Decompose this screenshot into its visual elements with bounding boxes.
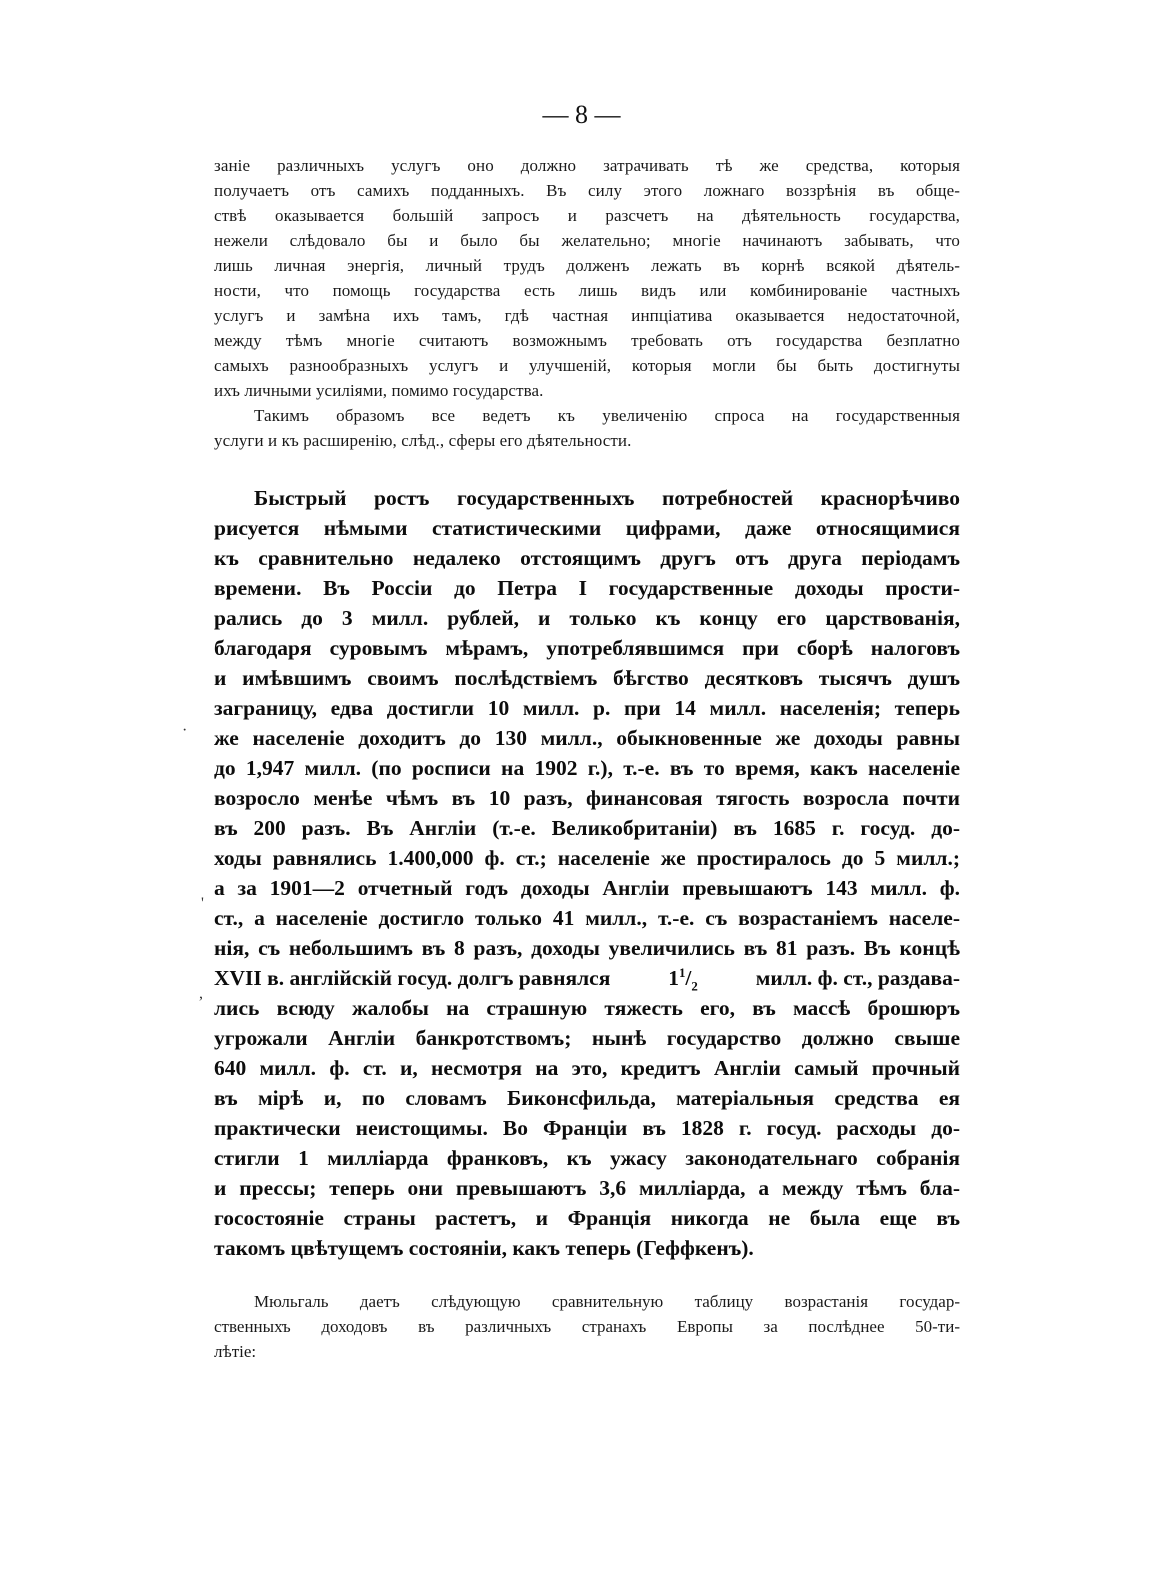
text-line: ходы равнялись 1.400,000 ф. ст.; населеніе же простиралось до 5 милл.; — [214, 846, 960, 870]
text-line: 640 милл. ф. ст. и, несмотря на это, кредитъ Англіи самый прочный — [214, 1056, 960, 1080]
text-line: къ сравнительно недалеко отстоящимъ другъ отъ друга періодамъ — [214, 546, 960, 570]
text-line: лись всюду жалобы на страшную тяжесть его, въ массѣ брошюръ — [214, 996, 960, 1020]
text-line: рисуется нѣмыми статистическими цифрами, даже относящимися — [214, 516, 960, 540]
text-line: заніе различныхъ услугъ оно должно затрачивать тѣ же средства, которыя — [214, 156, 960, 175]
text-line: Такимъ образомъ все ведетъ къ увеличенію спроса на государственныя — [254, 406, 960, 425]
text-segment: милл. ф. ст., раздава- — [755, 966, 960, 990]
scan-speck: ' — [201, 895, 204, 912]
text-line: до 1,947 милл. (по росписи на 1902 г.), т.-е. въ то время, какъ населеніе — [214, 756, 960, 780]
page-number: — 8 — — [542, 100, 621, 129]
fraction-whole: 1 — [668, 966, 679, 991]
text-line: же населеніе доходитъ до 130 милл., обыкновенные же доходы равны — [214, 726, 960, 750]
fraction-denominator: 2 — [691, 979, 698, 994]
text-line: и имѣвшимъ своимъ послѣдствіемъ бѣгство десятковъ тысячъ душъ — [214, 666, 960, 690]
text-line: лѣтіе: — [214, 1342, 257, 1361]
text-line: ихъ личными усиліями, помимо государства. — [214, 381, 544, 400]
scan-speck: · — [182, 722, 188, 739]
text-line: ности, что помощь государства есть лишь видъ или комбинированіе частныхъ — [214, 281, 960, 300]
text-line: между тѣмъ многіе считаютъ возможнымъ требовать отъ государства безплатно — [214, 331, 960, 350]
fraction: $1^1/_2$ — [668, 966, 698, 994]
text-line: стигли 1 милліарда франковъ, къ ужасу законодательнаго собранія — [214, 1146, 960, 1170]
text-line: и прессы; теперь они превышаютъ 3,6 милліарда, а между тѣмъ бла- — [214, 1176, 960, 1200]
text-line: угрожали Англіи банкротствомъ; нынѣ государство должно свыше — [214, 1026, 960, 1050]
text-line: ст., а населеніе достигло только 41 милл., т.-е. съ возрастаніемъ населе- — [214, 906, 960, 930]
text-line: ствѣ оказывается большій запросъ и разсчетъ на дѣятельность государства, — [214, 206, 960, 225]
text-line: лишь личная энергія, личный трудъ долженъ лежать въ корнѣ всякой дѣятель- — [214, 256, 960, 275]
text-line: практически неистощимы. Во Франціи въ 1828 г. госуд. расходы до- — [214, 1116, 960, 1140]
text-line: нежели слѣдовало бы и было бы желательно; многіе начинаютъ забывать, что — [214, 231, 960, 250]
text-line: въ 200 разъ. Въ Англіи (т.-е. Великобританіи) въ 1685 г. госуд. до- — [214, 816, 960, 840]
scan-speck: , — [199, 985, 203, 1002]
text-line-fraction — [214, 966, 960, 994]
text-line: въ мірѣ и, по словамъ Биконсфильда, матеріальныя средства ея — [214, 1086, 960, 1110]
text-line: Быстрый ростъ государственныхъ потребностей краснорѣчиво — [254, 486, 960, 510]
text-line: такомъ цвѣтущемъ состояніи, какъ теперь (Геффкенъ). — [214, 1236, 754, 1260]
text-segment: XVII в. англійскій госуд. долгъ равнялся — [214, 966, 611, 990]
text-line: заграницу, едва достигли 10 милл. р. при 14 милл. населенія; теперь — [214, 696, 960, 720]
fraction-numerator: 1 — [678, 966, 686, 980]
text-line: а за 1901—2 отчетный годъ доходы Англіи превышаютъ 143 милл. ф. — [214, 876, 960, 900]
text-line: благодаря суровымъ мѣрамъ, употреблявшимся при сборѣ налоговъ — [214, 636, 960, 660]
text-line: Мюльгаль даетъ слѣдующую сравнительную таблицу возрастанія государ- — [254, 1292, 960, 1311]
text-line: рались до 3 милл. рублей, и только къ концу его царствованія, — [214, 606, 960, 630]
text-line: услуги и къ расширенію, слѣд., сферы его дѣятельности. — [214, 431, 632, 450]
text-line: получаетъ отъ самихъ подданныхъ. Въ силу этого ложнаго воззрѣнія въ обще- — [214, 181, 960, 200]
text-line: самыхъ разнообразныхъ услугъ и улучшеній, которыя могли бы быть достигнуты — [214, 356, 960, 375]
text-line: услугъ и замѣна ихъ тамъ, гдѣ частная инпціатива оказывается недостаточной, — [214, 306, 960, 325]
text-line: госостояніе страны растетъ, и Франція никогда не была еще въ — [214, 1206, 960, 1230]
text-line: нія, съ небольшимъ въ 8 разъ, доходы увеличились въ 81 разъ. Въ концѣ — [214, 936, 960, 960]
text-line: ственныхъ доходовъ въ различныхъ странахъ Европы за послѣднее 50-ти- — [214, 1317, 960, 1336]
text-line: возросло менѣе чѣмъ въ 10 разъ, финансовая тягость возросла почти — [214, 786, 960, 810]
text-line: времени. Въ Россіи до Петра I государственные доходы прости- — [214, 576, 960, 600]
